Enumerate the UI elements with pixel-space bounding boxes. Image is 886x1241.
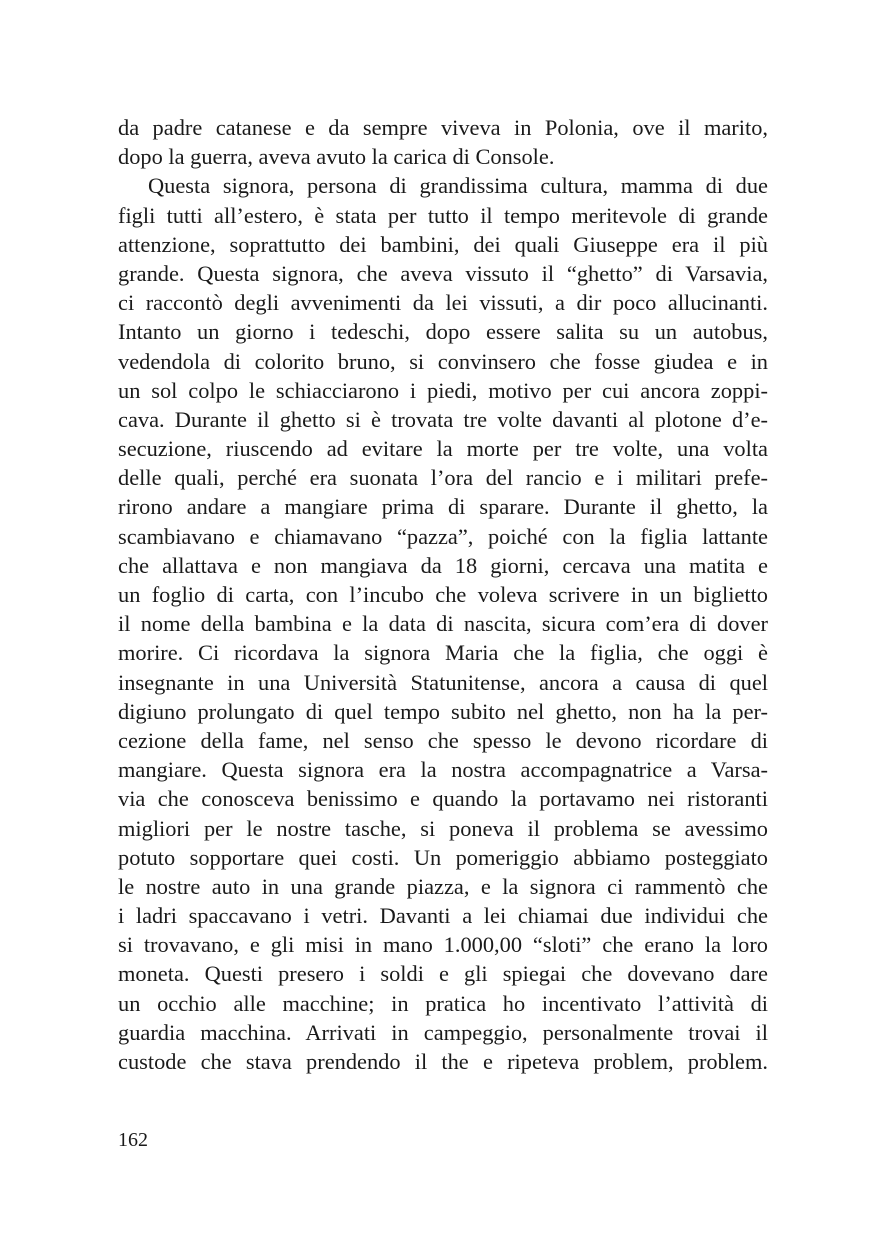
text-line: morire. Ci ricordava la signora Maria che la figlia, che oggi è xyxy=(118,640,768,666)
text-line: ci raccontò degli avvenimenti da lei vissuti, a dir poco allucinanti. xyxy=(118,290,768,316)
text-line: da padre catanese e da sempre viveva in Polonia, ove il marito, xyxy=(118,115,768,140)
text-line: moneta. Questi presero i soldi e gli spiegai che dovevano dare xyxy=(118,961,768,987)
text-line: migliori per le nostre tasche, si poneva il problema se avessimo xyxy=(118,815,768,841)
text-line: un foglio di carta, con l’incubo che voleva scrivere in un biglietto xyxy=(118,582,768,607)
text-line: mangiare. Questa signora era la nostra accompagnatrice a Varsa- xyxy=(118,757,768,783)
text-line: cava. Durante il ghetto si è trovata tre volte davanti al plotone d’e- xyxy=(118,406,768,432)
text-line: i ladri spaccavano i vetri. Davanti a lei chiamai due individui che xyxy=(118,903,768,929)
text-line: si trovavano, e gli misi in mano 1.000,00 “sloti” che erano la loro xyxy=(118,932,768,958)
text-line: cezione della fame, nel senso che spesso le devono ricordare di xyxy=(118,727,768,753)
text-line: figli tutti all’estero, è stata per tutto il tempo meritevole di grande xyxy=(118,202,768,228)
text-line: un occhio alle macchine; in pratica ho incentivato l’attività di xyxy=(118,990,768,1016)
text-line: guardia macchina. Arrivati in campeggio, personalmente trovai il xyxy=(118,1019,768,1045)
text-line: via che conosceva benissimo e quando la portavamo nei ristoranti xyxy=(118,786,768,812)
text-line: secuzione, riuscendo ad evitare la morte per tre volte, una volta xyxy=(118,436,768,462)
body-text xyxy=(118,113,768,1076)
text-line: attenzione, soprattutto dei bambini, dei quali Giuseppe era il più xyxy=(118,231,768,257)
text-line: rirono andare a mangiare prima di sparare. Durante il ghetto, la xyxy=(118,494,768,520)
text-line: vedendola di colorito bruno, si convinsero che fosse giudea e in xyxy=(118,348,768,374)
text-line: un sol colpo le schiacciarono i piedi, motivo per cui ancora zoppi- xyxy=(118,377,768,403)
text-line: grande. Questa signora, che aveva vissuto il “ghetto” di Varsavia, xyxy=(118,260,768,286)
text-line: le nostre auto in una grande piazza, e la signora ci rammentò che xyxy=(118,873,768,899)
text-line: insegnante in una Università Statunitense, ancora a causa di quel xyxy=(118,669,768,695)
text-line: scambiavano e chiamavano “pazza”, poiché con la figlia lattante xyxy=(118,523,768,549)
text-line: dopo la guerra, aveva avuto la carica di Console. xyxy=(118,144,555,170)
text-line: custode che stava prendendo il the e ripeteva problem, problem. xyxy=(118,1049,768,1074)
text-line: Intanto un giorno i tedeschi, dopo essere salita su un autobus, xyxy=(118,319,768,345)
text-line: il nome della bambina e la data di nascita, sicura com’era di dover xyxy=(118,611,768,637)
text-line: Questa signora, persona di grandissima cultura, mamma di due xyxy=(148,173,768,199)
text-line: digiuno prolungato di quel tempo subito nel ghetto, non ha la per- xyxy=(118,698,768,724)
text-line: delle quali, perché era suonata l’ora del rancio e i militari prefe- xyxy=(118,465,768,491)
page-number: 162 xyxy=(118,1129,148,1151)
text-line: potuto sopportare quei costi. Un pomeriggio abbiamo posteggiato xyxy=(118,844,768,870)
text-line: che allattava e non mangiava da 18 giorni, cercava una matita e xyxy=(118,552,768,578)
